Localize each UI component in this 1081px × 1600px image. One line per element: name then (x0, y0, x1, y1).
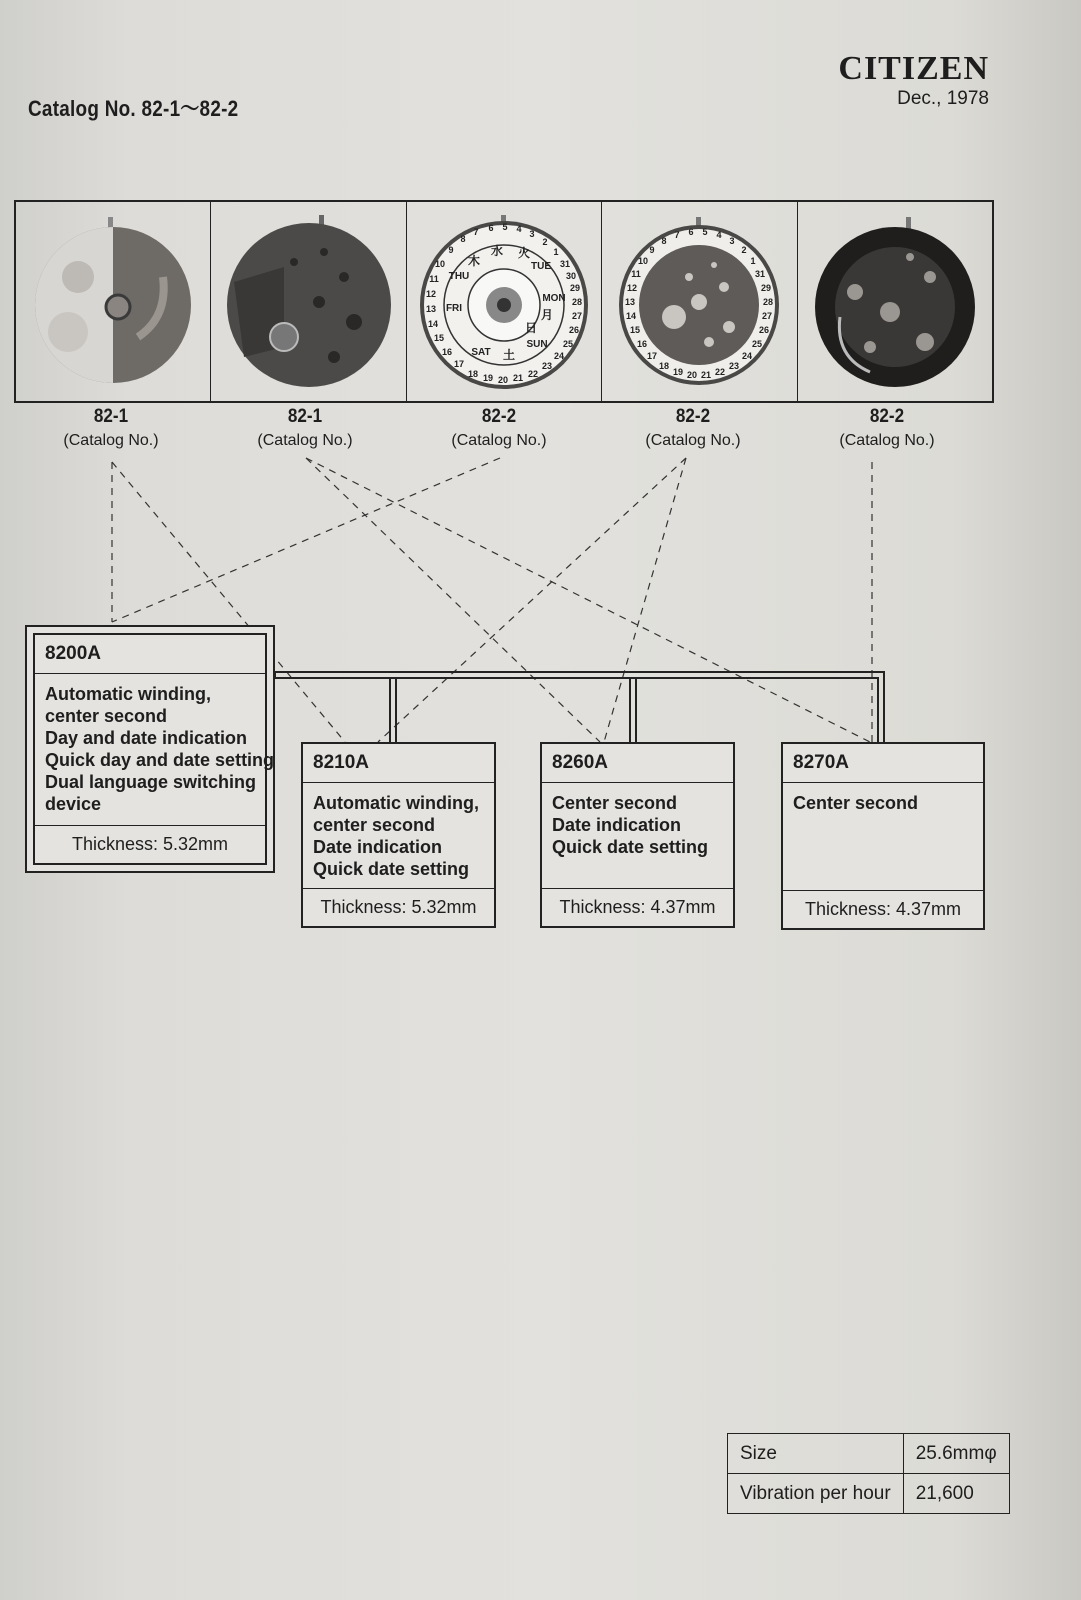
movement-photo-5 (810, 207, 980, 397)
feature-line: Center second (793, 793, 919, 813)
spec-label: Vibration per hour (728, 1474, 904, 1514)
photo-cell-1 (16, 202, 211, 401)
dial-date-17b: 17 (647, 350, 658, 361)
dial-date-12b: 12 (627, 282, 638, 293)
photo-caption-5 (792, 406, 982, 450)
dial-date-26: 26 (569, 324, 580, 335)
spec-row (728, 1474, 1010, 1514)
photo-caption-3 (404, 406, 594, 450)
feature-line: Quick date setting (313, 859, 470, 879)
movement-model: 8270A (783, 744, 983, 783)
dial-kanji-sat: 土 (503, 347, 516, 362)
dial-date-11: 11 (429, 273, 439, 284)
dial-day-sat: SAT (471, 346, 491, 358)
movement-thickness: Thickness: 4.37mm (542, 888, 733, 926)
movement-card-8260a (540, 742, 735, 928)
feature-line: device (45, 794, 102, 814)
catalog-no-label: 82-2 (481, 406, 517, 427)
dial-kanji-tue: 火 (518, 245, 531, 260)
movement-photo-3-day-date-dial (419, 207, 589, 397)
photo-cell-5 (798, 202, 992, 401)
dial-date-18: 18 (468, 368, 479, 379)
dial-date-25b: 25 (752, 338, 763, 349)
movement-model: 8210A (303, 744, 494, 783)
dial-date-20b: 20 (687, 369, 698, 380)
movement-features (783, 783, 983, 823)
dial-date-24: 24 (554, 350, 565, 361)
dial-date-31b: 31 (755, 268, 766, 279)
dial-date-4: 4 (516, 223, 522, 234)
publication-date: Dec., 1978 (897, 88, 989, 109)
catalog-number: Catalog No. 82-1〜82-2 (28, 96, 239, 121)
dial-kanji-thu: 木 (468, 253, 481, 268)
dial-date-24b: 24 (742, 350, 753, 361)
dial-date-31: 31 (560, 258, 571, 269)
feature-line: Day and date indication (45, 728, 248, 748)
feature-line: Center second (552, 793, 678, 813)
movement-photo-1 (28, 207, 198, 397)
feature-line: Automatic winding, (45, 684, 211, 704)
dial-date-18b: 18 (659, 360, 670, 371)
dial-date-27: 27 (572, 310, 583, 321)
photo-cell-3 (407, 202, 602, 401)
movement-thickness: Thickness: 4.37mm (783, 890, 983, 928)
dial-date-4b: 4 (716, 229, 722, 240)
dial-date-20: 20 (498, 374, 509, 385)
movement-thickness: Thickness: 5.32mm (35, 825, 265, 863)
movement-photo-strip (14, 200, 994, 403)
dial-date-3b: 3 (729, 235, 735, 246)
spec-value: 25.6mmφ (903, 1434, 1009, 1474)
dial-date-6b: 6 (688, 226, 694, 237)
feature-line: Automatic winding, (313, 793, 479, 813)
dial-date-9b: 9 (649, 244, 655, 255)
feature-line: Dual language switching (45, 772, 257, 792)
dial-date-8: 8 (460, 233, 466, 244)
dial-date-7b: 7 (674, 229, 680, 240)
feature-line: Date indication (313, 837, 443, 857)
movement-card-8200a (33, 633, 275, 865)
dial-date-28: 28 (572, 296, 583, 307)
movement-card-8270a (781, 742, 985, 930)
movement-model: 8260A (542, 744, 733, 783)
spec-value: 21,600 (903, 1474, 1009, 1514)
dial-date-7: 7 (473, 226, 479, 237)
dial-date-14: 14 (428, 318, 439, 329)
catalog-no-label: 82-1 (93, 406, 129, 427)
dial-date-6: 6 (488, 222, 494, 233)
movement-model: 8200A (35, 635, 265, 674)
dial-date-12: 12 (426, 288, 437, 299)
catalog-no-sub: (Catalog No.) (451, 432, 547, 449)
catalog-no-sub: (Catalog No.) (645, 432, 741, 449)
dial-day-fri: FRI (445, 302, 463, 314)
dial-day-thu: THU (448, 270, 470, 282)
spec-table (727, 1433, 1010, 1514)
feature-line: center second (45, 706, 168, 726)
photo-caption-2 (210, 406, 400, 450)
movement-card-8200a-frame (25, 625, 275, 873)
dial-date-22: 22 (528, 368, 539, 379)
dial-date-29: 29 (570, 282, 581, 293)
dial-date-21: 21 (513, 372, 524, 383)
movement-photo-4-date-dial (614, 207, 784, 397)
movement-features (542, 783, 733, 867)
feature-line: center second (313, 815, 436, 835)
dial-date-29b: 29 (761, 282, 772, 293)
dial-date-3: 3 (529, 228, 535, 239)
dial-kanji-wed: 水 (491, 243, 504, 258)
spec-label: Size (728, 1434, 904, 1474)
dial-date-16: 16 (442, 346, 453, 357)
dial-date-23: 23 (542, 360, 553, 371)
dial-date-21b: 21 (701, 369, 712, 380)
dial-date-19b: 19 (673, 366, 684, 377)
dial-date-10: 10 (435, 258, 446, 269)
dial-date-23b: 23 (729, 360, 740, 371)
dial-day-mon: MON (542, 292, 566, 304)
movement-photo-2 (224, 207, 394, 397)
dial-day-sun: SUN (526, 338, 548, 350)
dial-date-13b: 13 (625, 296, 636, 307)
dial-date-5: 5 (502, 221, 508, 232)
dial-date-10b: 10 (638, 255, 649, 266)
movement-features (35, 674, 275, 824)
dial-date-13: 13 (426, 303, 437, 314)
dial-date-26b: 26 (759, 324, 770, 335)
dial-date-16b: 16 (637, 338, 648, 349)
dial-date-25: 25 (563, 338, 574, 349)
feature-line: Quick date setting (552, 837, 709, 857)
catalog-no-label: 82-2 (675, 406, 711, 427)
photo-caption-1 (16, 406, 206, 450)
dial-date-11b: 11 (631, 268, 642, 279)
dial-kanji-sun: 日 (525, 320, 538, 335)
spec-row (728, 1434, 1010, 1474)
dial-day-tue: TUE (531, 260, 552, 272)
feature-line: Quick day and date setting (45, 750, 275, 770)
movement-card-8210a (301, 742, 496, 928)
dial-date-30: 30 (566, 270, 577, 281)
dial-date-14b: 14 (626, 310, 637, 321)
dial-date-15b: 15 (630, 324, 641, 335)
dial-date-8b: 8 (661, 235, 667, 246)
dial-date-9: 9 (448, 244, 454, 255)
dial-date-1b: 1 (750, 255, 756, 266)
dial-date-27b: 27 (762, 310, 773, 321)
brand-logo: CITIZEN (838, 50, 989, 87)
feature-line: Date indication (552, 815, 682, 835)
dial-date-2: 2 (542, 236, 548, 247)
photo-caption-4 (598, 406, 788, 450)
dial-date-1: 1 (553, 246, 559, 257)
photo-cell-2 (211, 202, 406, 401)
dial-date-15: 15 (434, 332, 445, 343)
movement-thickness: Thickness: 5.32mm (303, 888, 494, 926)
dial-kanji-mon: 月 (541, 307, 554, 322)
dial-date-5b: 5 (702, 226, 708, 237)
movement-features (303, 783, 494, 889)
catalog-no-label: 82-1 (287, 406, 323, 427)
dial-date-19: 19 (483, 372, 494, 383)
photo-cell-4 (602, 202, 797, 401)
dial-date-28b: 28 (763, 296, 774, 307)
dial-date-2b: 2 (741, 244, 747, 255)
catalog-no-sub: (Catalog No.) (839, 432, 935, 449)
catalog-no-sub: (Catalog No.) (257, 432, 353, 449)
catalog-no-label: 82-2 (869, 406, 905, 427)
dial-date-22b: 22 (715, 366, 726, 377)
catalog-no-sub: (Catalog No.) (63, 432, 159, 449)
dial-date-17: 17 (454, 358, 465, 369)
